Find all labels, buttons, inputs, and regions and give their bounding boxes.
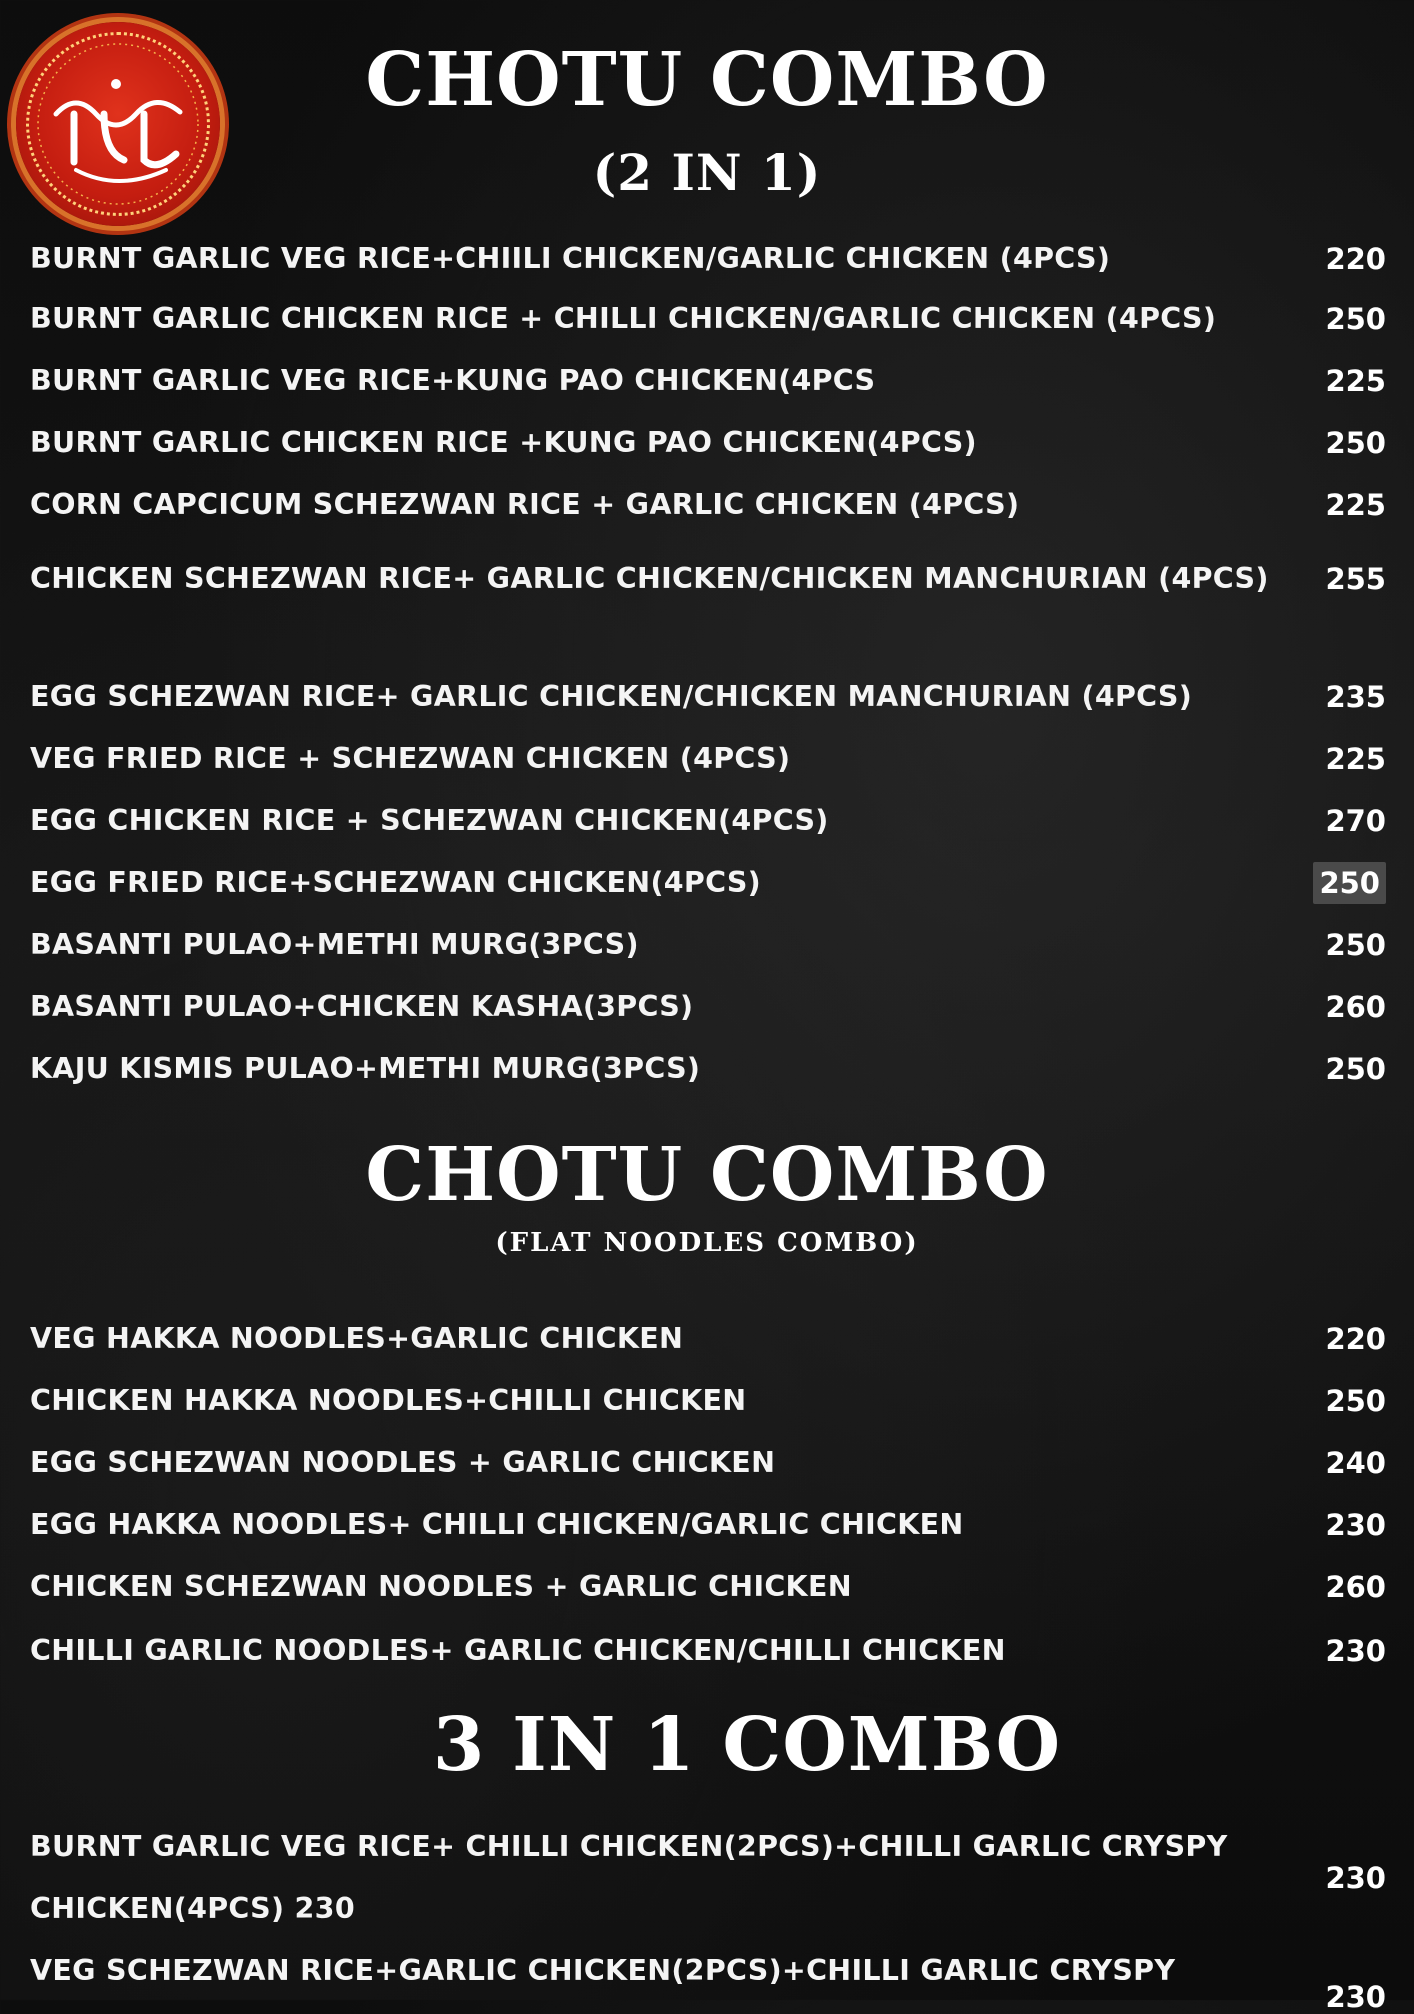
- item-name: VEG HAKKA NOODLES+GARLIC CHICKEN: [30, 1322, 684, 1355]
- item-price: 270: [1325, 803, 1386, 838]
- item-name: KAJU KISMIS PULAO+METHI MURG(3PCS): [30, 1052, 701, 1085]
- menu-item: [30, 866, 1390, 899]
- menu-item: [30, 990, 1390, 1023]
- menu-item: [30, 548, 1390, 610]
- menu-item: [30, 742, 1390, 775]
- item-name: EGG SCHEZWAN NOODLES + GARLIC CHICKEN: [30, 1446, 776, 1479]
- item-name: BASANTI PULAO+CHICKEN KASHA(3PCS): [30, 990, 694, 1023]
- section2-title: CHOTU COMBO: [365, 1132, 1049, 1218]
- menu-item: [30, 1634, 1390, 1667]
- item-price: 230: [1325, 1633, 1386, 1668]
- item-name: EGG CHICKEN RICE + SCHEZWAN CHICKEN(4PCS): [30, 804, 829, 837]
- menu-item: [30, 242, 1390, 275]
- item-name: BURNT GARLIC VEG RICE+CHIILI CHICKEN/GARLIC CHICKEN (4PCS): [30, 242, 1111, 275]
- item-price: 220: [1325, 1321, 1386, 1356]
- item-price: 225: [1325, 363, 1386, 398]
- section1-title: CHOTU COMBO: [365, 37, 1049, 123]
- item-name: BURNT GARLIC CHICKEN RICE +KUNG PAO CHICKEN(4PCS): [30, 426, 977, 459]
- item-name: BURNT GARLIC VEG RICE+ CHILLI CHICKEN(2PCS)+CHILLI GARLIC CRYSPY CHICKEN(4PCS) 230: [30, 1830, 1228, 1925]
- item-price: 235: [1325, 679, 1386, 714]
- item-name: CHICKEN HAKKA NOODLES+CHILLI CHICKEN: [30, 1384, 747, 1417]
- menu-item: [30, 302, 1390, 335]
- menu-item: [30, 364, 1390, 397]
- item-price: 250: [1325, 301, 1386, 336]
- item-price: 250: [1325, 927, 1386, 962]
- item-name: CHICKEN SCHEZWAN NOODLES + GARLIC CHICKEN: [30, 1570, 852, 1603]
- item-price: 255: [1325, 562, 1386, 596]
- menu-item: [30, 928, 1390, 961]
- item-name: EGG FRIED RICE+SCHEZWAN CHICKEN(4PCS): [30, 866, 762, 899]
- menu-item: [30, 1052, 1390, 1085]
- menu-item: [30, 804, 1390, 837]
- item-name: BASANTI PULAO+METHI MURG(3PCS): [30, 928, 639, 961]
- item-price: 250: [1325, 425, 1386, 460]
- item-price-highlighted: 250: [1313, 862, 1386, 904]
- menu-item: [30, 1508, 1390, 1541]
- item-price: 260: [1325, 989, 1386, 1024]
- item-name: EGG HAKKA NOODLES+ CHILLI CHICKEN/GARLIC CHICKEN: [30, 1508, 964, 1541]
- item-name: CHILLI GARLIC NOODLES+ GARLIC CHICKEN/CHILLI CHICKEN: [30, 1634, 1006, 1667]
- item-name: BURNT GARLIC CHICKEN RICE + CHILLI CHICKEN/GARLIC CHICKEN (4PCS): [30, 302, 1217, 335]
- item-price: 230: [1325, 1861, 1386, 1895]
- item-name: VEG FRIED RICE + SCHEZWAN CHICKEN (4PCS): [30, 742, 791, 775]
- item-price: 225: [1325, 487, 1386, 522]
- menu-item: [30, 1446, 1390, 1479]
- menu-item: [30, 1322, 1390, 1355]
- menu-item: [30, 1816, 1390, 1940]
- item-price: 240: [1325, 1445, 1386, 1480]
- item-price: 250: [1325, 1383, 1386, 1418]
- menu-item: [30, 426, 1390, 459]
- item-name: BURNT GARLIC VEG RICE+KUNG PAO CHICKEN(4PCS: [30, 364, 876, 397]
- item-price: 260: [1325, 1569, 1386, 1604]
- section1-subtitle: (2 IN 1): [592, 143, 822, 202]
- item-price: 220: [1325, 241, 1386, 276]
- item-price: 225: [1325, 741, 1386, 776]
- menu-item: [30, 1570, 1390, 1603]
- item-price: 250: [1325, 1051, 1386, 1086]
- item-price: 230: [1325, 1507, 1386, 1542]
- section2-subtitle: (FLAT NOODLES COMBO): [495, 1228, 919, 1258]
- menu-item: [30, 1384, 1390, 1417]
- item-name: VEG SCHEZWAN RICE+GARLIC CHICKEN(2PCS)+CHILLI GARLIC CRYSPY: [30, 1953, 1176, 1987]
- section3-title: 3 IN 1 COMBO: [432, 1702, 1062, 1788]
- menu-item: [30, 1940, 1390, 2014]
- item-price: 230: [1325, 1980, 1386, 2014]
- menu-item: [30, 680, 1390, 713]
- item-name: EGG SCHEZWAN RICE+ GARLIC CHICKEN/CHICKEN MANCHURIAN (4PCS): [30, 680, 1193, 713]
- item-name: CHICKEN SCHEZWAN RICE+ GARLIC CHICKEN/CHICKEN MANCHURIAN (4PCS): [30, 562, 1269, 595]
- item-name: CORN CAPCICUM SCHEZWAN RICE + GARLIC CHICKEN (4PCS): [30, 488, 1020, 521]
- menu-item: [30, 488, 1390, 521]
